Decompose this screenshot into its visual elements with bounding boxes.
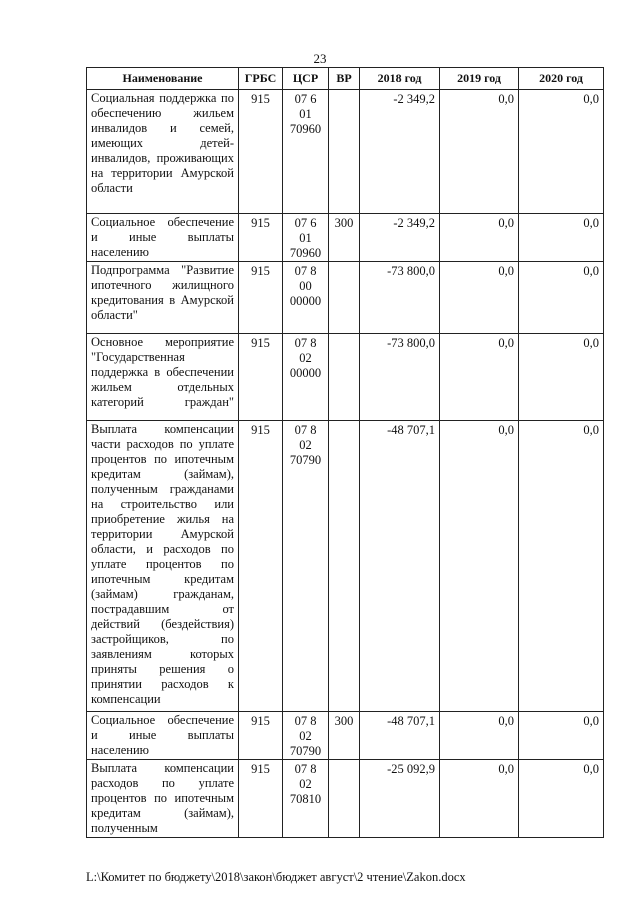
row-vr: 300 [329, 214, 360, 262]
row-csr: 07 6 01 70960 [283, 214, 329, 262]
budget-table [86, 67, 604, 838]
row-csr: 07 8 00 00000 [283, 262, 329, 334]
row-2018: -73 800,0 [360, 334, 440, 421]
table-row [87, 421, 604, 712]
row-grbs: 915 [239, 334, 283, 421]
page-number: 23 [313, 51, 327, 66]
row-vr: 300 [329, 712, 360, 760]
row-csr: 07 8 02 00000 [283, 334, 329, 421]
row-grbs: 915 [239, 90, 283, 214]
table-row [87, 214, 604, 262]
header-vr: ВР [329, 68, 360, 90]
table-row [87, 712, 604, 760]
row-csr: 07 8 02 70790 [283, 712, 329, 760]
row-grbs: 915 [239, 214, 283, 262]
row-vr [329, 90, 360, 214]
header-2019: 2019 год [440, 68, 519, 90]
row-name: Социальное обеспечение и иные выплаты населению [87, 712, 239, 760]
row-name: Выплата компенсации части расходов по уплате процентов по ипотечным кредитам (займам), полученным гражданами на строительство или приобретение жилья на территории Амурской области, и расходов по уплате процентов по ипотечным кредитам (займам) гражданам, пострадавшим от действий (бездействия) застройщиков, по заявлениям которых приняты решения о принятии расходов к компенсации [87, 421, 239, 712]
row-name: Выплата компенсации расходов по уплате процентов по ипотечным кредитам (займам), полученным [87, 760, 239, 838]
header-2020: 2020 год [519, 68, 604, 90]
row-name: Социальная поддержка по обеспечению жильем инвалидов и семей, имеющих детей-инвалидов, проживающих на территории Амурской области [87, 90, 239, 214]
table-row [87, 760, 604, 838]
row-csr: 07 8 02 70810 [283, 760, 329, 838]
row-2018: -2 349,2 [360, 214, 440, 262]
row-2018: -25 092,9 [360, 760, 440, 838]
row-grbs: 915 [239, 712, 283, 760]
header-grbs: ГРБС [239, 68, 283, 90]
row-grbs: 915 [239, 421, 283, 712]
header-2018: 2018 год [360, 68, 440, 90]
row-2019: 0,0 [440, 214, 519, 262]
footer-file-path: L:\Комитет по бюджету\2018\закон\бюджет август\2 чтение\Zakon.docx [86, 870, 466, 884]
row-csr: 07 8 02 70790 [283, 421, 329, 712]
row-2019: 0,0 [440, 262, 519, 334]
header-name: Наименование [87, 68, 239, 90]
header-csr: ЦСР [283, 68, 329, 90]
row-2018: -48 707,1 [360, 712, 440, 760]
row-name: Подпрограмма "Развитие ипотечного жилищного кредитования в Амурской области" [87, 262, 239, 334]
row-2020: 0,0 [519, 90, 604, 214]
row-2020: 0,0 [519, 712, 604, 760]
row-2019: 0,0 [440, 760, 519, 838]
row-2020: 0,0 [519, 421, 604, 712]
row-2019: 0,0 [440, 90, 519, 214]
row-2019: 0,0 [440, 334, 519, 421]
table-header-row [87, 68, 604, 90]
row-vr [329, 262, 360, 334]
row-csr: 07 6 01 70960 [283, 90, 329, 214]
row-2020: 0,0 [519, 214, 604, 262]
row-2018: -48 707,1 [360, 421, 440, 712]
row-grbs: 915 [239, 760, 283, 838]
row-2018: -73 800,0 [360, 262, 440, 334]
row-2018: -2 349,2 [360, 90, 440, 214]
table-row [87, 334, 604, 421]
row-vr [329, 760, 360, 838]
row-vr [329, 334, 360, 421]
row-2020: 0,0 [519, 760, 604, 838]
row-2020: 0,0 [519, 334, 604, 421]
table-row [87, 262, 604, 334]
row-grbs: 915 [239, 262, 283, 334]
row-2020: 0,0 [519, 262, 604, 334]
row-name: Социальное обеспечение и иные выплаты населению [87, 214, 239, 262]
row-2019: 0,0 [440, 421, 519, 712]
row-2019: 0,0 [440, 712, 519, 760]
row-vr [329, 421, 360, 712]
row-name: Основное мероприятие "Государственная поддержка в обеспечении жильем отдельных категорий граждан" [87, 334, 239, 421]
table-row [87, 90, 604, 214]
